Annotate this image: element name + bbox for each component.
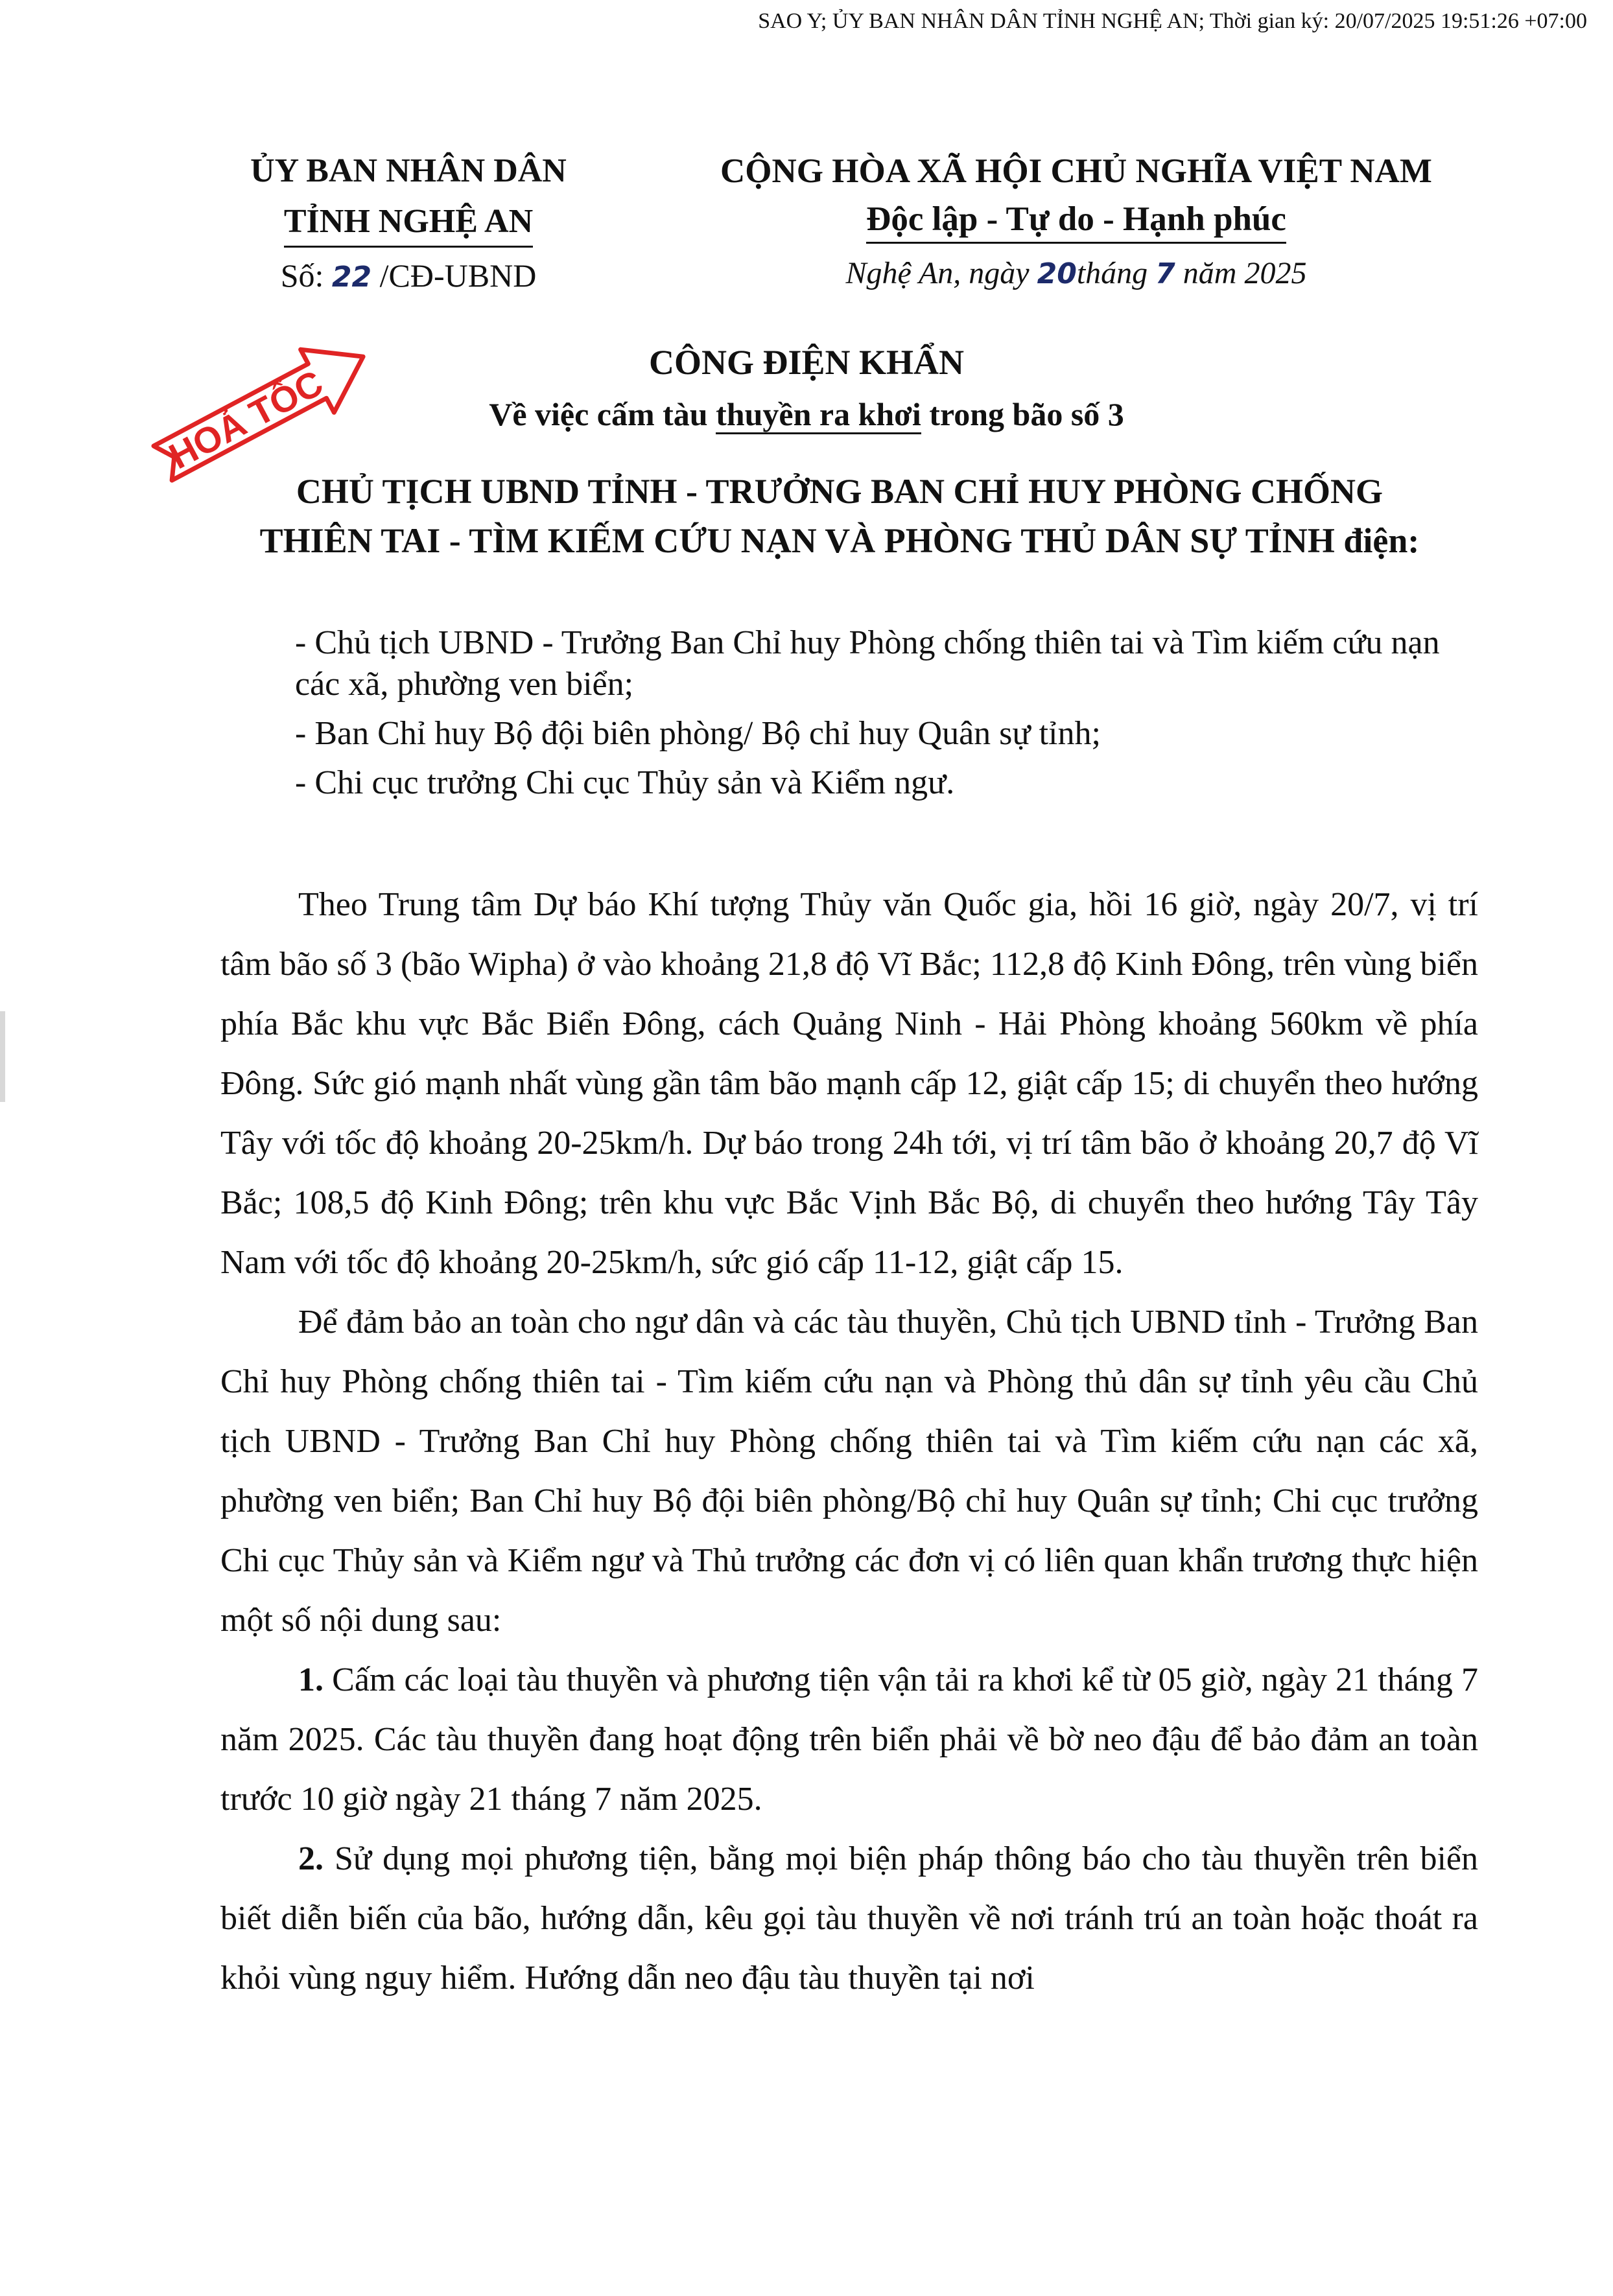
number-suffix: /CĐ-UBND bbox=[379, 257, 537, 294]
number-handwritten: 22 bbox=[331, 261, 372, 294]
issuer-block bbox=[194, 467, 1485, 565]
recipient-item: - Ban Chỉ huy Bộ đội biên phòng/ Bộ chỉ huy Quân sự tỉnh; bbox=[295, 715, 1101, 752]
national-header bbox=[674, 146, 1478, 291]
date-prefix: Nghệ An, ngày bbox=[845, 256, 1030, 290]
paragraph-item-1 bbox=[220, 1650, 1478, 1829]
recipient-item: - Chi cục trưởng Chi cục Thủy sản và Kiểm ngư. bbox=[295, 764, 955, 801]
document-number bbox=[194, 257, 622, 294]
subtitle-underlined: thuyền ra khơi bbox=[716, 396, 921, 434]
item-1-text: Cấm các loại tàu thuyền và phương tiện vận tải ra khơi kể từ 05 giờ, ngày 21 tháng 7 năm 2025. Các tàu thuyền đang hoạt động trên biển phải về bờ neo đậu để bảo đảm an toàn trước 10 giờ ngày 21 tháng 7 năm 2025. bbox=[220, 1661, 1478, 1818]
date-day-handwritten: 20 bbox=[1037, 257, 1077, 290]
date-suffix: năm 2025 bbox=[1183, 256, 1307, 290]
recipient-list bbox=[295, 622, 1481, 812]
recipient-item: - Chủ tịch UBND - Trưởng Ban Chỉ huy Phòng chống thiên tai và Tìm kiếm cứu nạn các xã, phường ven biển; bbox=[295, 624, 1440, 703]
item-2-text: Sử dụng mọi phương tiện, bằng mọi biện pháp thông báo cho tàu thuyền trên biển biết diễn biến của bão, hướng dẫn, kêu gọi tàu thuyền về nơi tránh trú an toàn hoặc thoát ra khỏi vùng nguy hiểm. Hướng dẫn neo đậu tàu thuyền tại nơi bbox=[220, 1840, 1478, 1997]
scan-margin-mark bbox=[0, 1011, 5, 1102]
document-title: CÔNG ĐIỆN KHẨN bbox=[648, 343, 965, 382]
issuing-authority-header bbox=[194, 146, 622, 294]
date-mid: tháng bbox=[1076, 256, 1148, 290]
stamp-text: HOẢ TỐC bbox=[162, 362, 330, 477]
national-motto: Độc lập - Tự do - Hạnh phúc bbox=[866, 196, 1286, 244]
subtitle-part1: Về việc cấm tàu bbox=[489, 396, 716, 432]
nation-name: CỘNG HÒA XÃ HỘI CHỦ NGHĨA VIỆT NAM bbox=[720, 152, 1432, 190]
authority-province: TỈNH NGHỆ AN bbox=[284, 199, 533, 248]
authority-name-line1: ỦY BAN NHÂN DÂN bbox=[250, 152, 567, 189]
item-1-number: 1. bbox=[298, 1661, 324, 1698]
issuer-line1: CHỦ TỊCH UBND TỈNH - TRƯỞNG BAN CHỈ HUY PHÒNG CHỐNG bbox=[296, 472, 1383, 511]
paragraph-request: Để đảm bảo an toàn cho ngư dân và các tàu thuyền, Chủ tịch UBND tỉnh - Trưởng Ban Chỉ huy Phòng chống thiên tai - Tìm kiếm cứu nạn và Phòng thủ dân sự tỉnh yêu cầu Chủ tịch UBND - Trưởng Ban Chỉ huy Phòng chống thiên tai và Tìm kiếm cứu nạn các xã, phường ven biển; Ban Chỉ huy Bộ đội biên phòng/Bộ chỉ huy Quân sự tỉnh; Chi cục trưởng Chi cục Thủy sản và Kiểm ngư và Thủ trưởng các đơn vị có liên quan khẩn trương thực hiện một số nội dung sau: bbox=[220, 1304, 1478, 1639]
digital-signature-header: SAO Y; ỦY BAN NHÂN DÂN TỈNH NGHỆ AN; Thời gian ký: 20/07/2025 19:51:26 +07:00 bbox=[758, 9, 1587, 33]
authority-name-line2 bbox=[194, 196, 622, 248]
date-month-handwritten: 7 bbox=[1155, 257, 1175, 290]
issue-date bbox=[674, 255, 1478, 291]
paragraph-forecast: Theo Trung tâm Dự báo Khí tượng Thủy văn Quốc gia, hồi 16 giờ, ngày 20/7, vị trí tâm bão số 3 (bão Wipha) ở vào khoảng 21,8 độ Vĩ Bắc; 112,8 độ Kinh Đông, trên vùng biển phía Bắc khu vực Bắc Biển Đông, cách Quảng Ninh - Hải Phòng khoảng 560km về phía Đông. Sức gió mạnh nhất vùng gần tâm bão mạnh cấp 12, giật cấp 15; di chuyển theo hướng Tây với tốc độ khoảng 20-25km/h. Dự báo trong 24h tới, vị trí tâm bão ở khoảng 20,7 độ Vĩ Bắc; 108,5 độ Kinh Đông; trên khu vực Bắc Vịnh Bắc Bộ, di chuyển theo hướng Tây Tây Nam với tốc độ khoảng 20-25km/h, sức gió cấp 11-12, giật cấp 15. bbox=[220, 886, 1478, 1281]
subtitle-part2: trong bão số 3 bbox=[921, 396, 1124, 432]
paragraph-item-2 bbox=[220, 1829, 1478, 2008]
document-body bbox=[220, 875, 1478, 2008]
number-prefix: Số: bbox=[280, 257, 324, 294]
item-2-number: 2. bbox=[298, 1840, 324, 1877]
issuer-line2: THIÊN TAI - TÌM KIẾM CỨU NẠN VÀ PHÒNG THỦ DÂN SỰ TỈNH điện: bbox=[259, 521, 1420, 560]
document-subtitle bbox=[0, 395, 1613, 433]
